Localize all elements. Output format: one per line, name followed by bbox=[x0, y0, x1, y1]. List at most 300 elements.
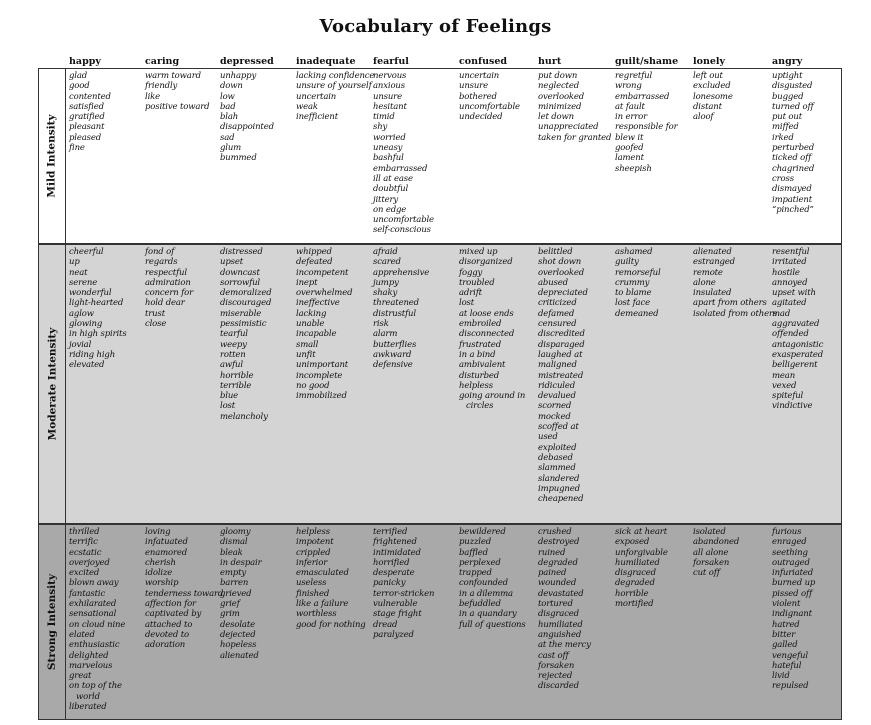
feeling-word: laughed at bbox=[538, 349, 583, 360]
feeling-word: terrific bbox=[69, 537, 98, 548]
feeling-word: infuriated bbox=[772, 568, 814, 579]
feeling-word: threatened bbox=[373, 298, 419, 309]
feeling-word: bummed bbox=[220, 153, 257, 164]
row-label-mild bbox=[39, 69, 66, 243]
feeling-word: nervous bbox=[373, 71, 407, 81]
feeling-word: disorganized bbox=[459, 257, 513, 268]
feeling-word: down bbox=[220, 81, 243, 92]
feeling-word: mistreated bbox=[538, 370, 584, 381]
feeling-word: jittery bbox=[373, 194, 399, 205]
feeling-word: aggravated bbox=[772, 319, 820, 330]
feeling-word: unfit bbox=[296, 349, 316, 360]
feeling-word: taken for granted bbox=[538, 132, 612, 143]
feeling-word: bashful bbox=[373, 153, 404, 164]
feeling-word: vindictive bbox=[772, 401, 813, 412]
feeling-list bbox=[459, 527, 526, 630]
feeling-word: insulated bbox=[693, 288, 732, 299]
feeling-word: horrible bbox=[220, 370, 254, 381]
feeling-list bbox=[693, 247, 777, 319]
feeling-word: weepy bbox=[220, 339, 247, 350]
feeling-word: terror-stricken bbox=[373, 588, 435, 599]
feeling-list bbox=[69, 247, 127, 371]
column-header-1: caring bbox=[145, 56, 180, 67]
feeling-word: befuddled bbox=[459, 599, 501, 610]
feeling-word: troubled bbox=[459, 277, 495, 288]
feeling-word: regretful bbox=[615, 71, 653, 81]
feeling-word: disappointed bbox=[220, 122, 274, 133]
feeling-word: dread bbox=[373, 619, 398, 630]
feeling-word: offended bbox=[772, 329, 809, 340]
feeling-word: anguished bbox=[538, 629, 582, 640]
feeling-word: abandoned bbox=[693, 537, 740, 548]
feeling-word: on edge bbox=[373, 204, 407, 215]
feeling-word: discouraged bbox=[220, 298, 272, 309]
feeling-word: scoffed at bbox=[538, 422, 579, 433]
feeling-word: bewildered bbox=[459, 527, 506, 537]
feeling-word: dejected bbox=[220, 629, 256, 640]
column-headers bbox=[0, 56, 871, 68]
feeling-word: lost face bbox=[615, 298, 650, 309]
cell-caring bbox=[145, 527, 223, 651]
cell-inadequate bbox=[296, 71, 374, 122]
feeling-word: in a bind bbox=[459, 349, 496, 360]
feeling-word: great bbox=[69, 671, 92, 682]
feeling-word: uptight bbox=[772, 71, 803, 81]
cell-happy bbox=[69, 527, 125, 712]
feeling-word: in a quandary bbox=[459, 609, 517, 620]
feeling-word: demeaned bbox=[615, 308, 659, 319]
feeling-word: low bbox=[220, 91, 235, 102]
feeling-word: crushed bbox=[538, 527, 572, 537]
feeling-word: aglow bbox=[69, 308, 94, 319]
feeling-list bbox=[373, 247, 429, 371]
feeling-word: marvelous bbox=[69, 660, 113, 671]
column-header-8: lonely bbox=[693, 56, 726, 67]
feeling-word: circles bbox=[466, 401, 494, 412]
feeling-word: impugned bbox=[538, 483, 580, 494]
feeling-word: exhilarated bbox=[69, 599, 117, 610]
feeling-word: unimportant bbox=[296, 360, 349, 371]
feeling-word: wounded bbox=[538, 578, 577, 589]
column-header-0: happy bbox=[69, 56, 101, 67]
feeling-word: shaky bbox=[373, 288, 398, 299]
feeling-word: discarded bbox=[538, 681, 579, 692]
cell-guilt-shame bbox=[615, 247, 661, 319]
feeling-word: seething bbox=[772, 547, 808, 558]
feeling-word: humiliated bbox=[538, 619, 583, 630]
feeling-word: empty bbox=[220, 568, 246, 579]
feeling-word: uncomfortable bbox=[373, 215, 434, 226]
feeling-word: belligerent bbox=[772, 360, 818, 371]
feeling-word: devoted to bbox=[145, 629, 190, 640]
feeling-word: perturbed bbox=[772, 143, 815, 154]
feeling-word: let down bbox=[538, 112, 574, 123]
feeling-word: panicky bbox=[373, 578, 406, 589]
feeling-word: disparaged bbox=[538, 339, 585, 350]
feeling-word: cherish bbox=[145, 557, 176, 568]
feeling-word: put down bbox=[538, 71, 578, 81]
cell-inadequate bbox=[296, 527, 366, 630]
feeling-word: devalued bbox=[538, 391, 576, 402]
feeling-word: unforgivable bbox=[615, 547, 668, 558]
feeling-word: good bbox=[69, 81, 90, 92]
feeling-word: disgraced bbox=[615, 568, 656, 579]
feeling-word: contented bbox=[69, 91, 111, 102]
feeling-word: rejected bbox=[538, 671, 573, 682]
column-header-2: depressed bbox=[220, 56, 274, 67]
feeling-word: horrible bbox=[615, 588, 649, 599]
feeling-word: paralyzed bbox=[373, 629, 414, 640]
feeling-list bbox=[69, 71, 111, 153]
feeling-list bbox=[538, 527, 591, 692]
feeling-word: worthless bbox=[296, 609, 337, 620]
feeling-word: fantastic bbox=[69, 588, 106, 599]
feeling-word: warm toward bbox=[145, 71, 201, 81]
feeling-word: belittled bbox=[538, 247, 573, 257]
feeling-word: emasculated bbox=[296, 568, 349, 579]
feeling-word: slammed bbox=[538, 463, 576, 474]
feeling-word: affection for bbox=[145, 599, 196, 610]
feeling-word: neat bbox=[69, 267, 88, 278]
feeling-word: tenderness toward bbox=[145, 588, 224, 599]
feeling-word: sad bbox=[220, 132, 235, 143]
feeling-word: unsure bbox=[459, 81, 488, 92]
strong-intensity-row bbox=[38, 524, 842, 720]
feeling-word: exasperated bbox=[772, 349, 824, 360]
feeling-word: on cloud nine bbox=[69, 619, 126, 630]
feeling-word: overlooked bbox=[538, 267, 585, 278]
feeling-list bbox=[145, 71, 209, 112]
feeling-word: impatient bbox=[772, 194, 812, 205]
cell-guilt-shame bbox=[615, 71, 678, 174]
feeling-word: scared bbox=[373, 257, 401, 268]
feeling-word: bothered bbox=[459, 91, 497, 102]
feeling-word: apprehensive bbox=[373, 267, 430, 278]
feeling-word: demoralized bbox=[220, 288, 272, 299]
feeling-word: sensational bbox=[69, 609, 117, 620]
feeling-word: disgusted bbox=[772, 81, 813, 92]
feeling-word: agitated bbox=[772, 298, 807, 309]
column-header-7: guilt/shame bbox=[615, 56, 679, 67]
feeling-word: distressed bbox=[220, 247, 263, 257]
feeling-word: slandered bbox=[538, 473, 580, 484]
feeling-word: guilty bbox=[615, 257, 639, 268]
feeling-word: forsaken bbox=[538, 660, 575, 671]
feeling-word: world bbox=[76, 691, 100, 702]
feeling-word: pessimistic bbox=[220, 319, 267, 330]
feeling-word: fond of bbox=[145, 247, 175, 257]
feeling-word: goofed bbox=[615, 143, 644, 154]
cell-happy bbox=[69, 247, 127, 371]
feeling-list bbox=[373, 71, 434, 236]
feeling-word: lonesome bbox=[693, 91, 733, 102]
feeling-word: criticized bbox=[538, 298, 577, 309]
feeling-word: regards bbox=[145, 257, 178, 268]
feeling-word: hatred bbox=[772, 619, 800, 630]
feeling-word: destroyed bbox=[538, 537, 580, 548]
feeling-word: wrong bbox=[615, 81, 642, 92]
feeling-list bbox=[459, 71, 520, 122]
feeling-word: disturbed bbox=[459, 370, 500, 381]
feeling-word: lost bbox=[220, 401, 236, 412]
feeling-word: enamored bbox=[145, 547, 188, 558]
feeling-word: uncertain bbox=[296, 91, 337, 102]
feeling-word: grieved bbox=[220, 588, 252, 599]
cell-hurt bbox=[538, 71, 611, 143]
feeling-word: lost bbox=[459, 298, 475, 309]
feeling-word: frightened bbox=[373, 537, 417, 548]
feeling-word: positive toward bbox=[145, 101, 210, 112]
feeling-word: ineffective bbox=[296, 298, 340, 309]
feeling-word: crummy bbox=[615, 277, 650, 288]
feeling-word: defensive bbox=[373, 360, 413, 371]
feeling-word: upset bbox=[220, 257, 243, 268]
feeling-word: weak bbox=[296, 101, 318, 112]
feeling-word: at fault bbox=[615, 101, 645, 112]
feeling-word: respectful bbox=[145, 267, 187, 278]
feeling-word: put out bbox=[772, 112, 802, 123]
feeling-word: irked bbox=[772, 132, 794, 143]
feeling-word: outraged bbox=[772, 557, 810, 568]
feeling-word: uncertain bbox=[459, 71, 500, 81]
feeling-word: sorrowful bbox=[220, 277, 260, 288]
feeling-word: desolate bbox=[220, 619, 255, 630]
feeling-word: ridiculed bbox=[538, 380, 576, 391]
feeling-word: dismal bbox=[220, 537, 248, 548]
feeling-word: up bbox=[69, 257, 80, 268]
feeling-word: undecided bbox=[459, 112, 503, 123]
feeling-word: cast off bbox=[538, 650, 569, 661]
feeling-word: doubtful bbox=[373, 184, 409, 195]
feeling-word: lacking bbox=[296, 308, 327, 319]
feeling-word: cheapened bbox=[538, 494, 584, 505]
feeling-word: disgraced bbox=[538, 609, 579, 620]
feeling-word: cross bbox=[772, 173, 794, 184]
feeling-word: jumpy bbox=[373, 277, 399, 288]
feeling-word: overjoyed bbox=[69, 557, 110, 568]
feeling-list bbox=[296, 247, 352, 401]
feeling-word: ruined bbox=[538, 547, 566, 558]
feeling-word: pained bbox=[538, 568, 567, 579]
page-title: Vocabulary of Feelings bbox=[319, 16, 552, 37]
feeling-word: repulsed bbox=[772, 681, 809, 692]
feeling-word: glum bbox=[220, 143, 242, 154]
feeling-word: gloomy bbox=[220, 527, 251, 537]
cell-angry bbox=[772, 527, 815, 692]
feeling-word: forsaken bbox=[693, 557, 730, 568]
row-label-text: Moderate Intensity bbox=[46, 327, 59, 441]
feeling-word: cheerful bbox=[69, 247, 104, 257]
cell-hurt bbox=[538, 527, 591, 692]
feeling-word: mixed up bbox=[459, 247, 498, 257]
feeling-word: afraid bbox=[373, 247, 398, 257]
feeling-word: at loose ends bbox=[459, 308, 514, 319]
feeling-word: defeated bbox=[296, 257, 333, 268]
feeling-word: furious bbox=[772, 527, 802, 537]
feeling-word: timid bbox=[373, 112, 395, 123]
feeling-word: vexed bbox=[772, 380, 797, 391]
feeling-list bbox=[373, 527, 434, 640]
feeling-word: friendly bbox=[145, 81, 178, 92]
cell-fearful bbox=[373, 71, 434, 236]
feeling-list bbox=[772, 527, 815, 692]
column-header-4: fearful bbox=[373, 56, 409, 67]
feeling-word: violent bbox=[772, 599, 801, 610]
feeling-list bbox=[615, 247, 661, 319]
feeling-word: delighted bbox=[69, 650, 109, 661]
feeling-word: sick at heart bbox=[615, 527, 667, 537]
feeling-word: hateful bbox=[772, 660, 802, 671]
feeling-word: indignant bbox=[772, 609, 812, 620]
feeling-word: riding high bbox=[69, 349, 116, 360]
column-header-5: confused bbox=[459, 56, 508, 67]
feeling-word: miserable bbox=[220, 308, 262, 319]
feeling-word: alienated bbox=[220, 650, 259, 661]
feeling-word: whipped bbox=[296, 247, 332, 257]
feeling-word: elevated bbox=[69, 360, 105, 371]
cell-lonely bbox=[693, 527, 739, 578]
cell-happy bbox=[69, 71, 111, 153]
feeling-word: light-hearted bbox=[69, 298, 124, 309]
feeling-word: excluded bbox=[693, 81, 731, 92]
feeling-word: to blame bbox=[615, 288, 652, 299]
feeling-word: alarm bbox=[373, 329, 398, 340]
feeling-word: impotent bbox=[296, 537, 334, 548]
feeling-word: neglected bbox=[538, 81, 579, 92]
feeling-word: enthusiastic bbox=[69, 640, 120, 651]
feeling-word: terrified bbox=[373, 527, 408, 537]
feeling-word: cut off bbox=[693, 568, 720, 579]
feeling-word: like a failure bbox=[296, 599, 349, 610]
feeling-word: elated bbox=[69, 629, 95, 640]
feeling-word: vengeful bbox=[772, 650, 808, 661]
feeling-word: exploited bbox=[538, 442, 577, 453]
feeling-list bbox=[296, 71, 374, 122]
feeling-word: blown away bbox=[69, 578, 119, 589]
feeling-list bbox=[772, 71, 814, 215]
feeling-word: liberated bbox=[69, 702, 107, 713]
cell-confused bbox=[459, 247, 525, 412]
feeling-word: irritated bbox=[772, 257, 807, 268]
feeling-word: unsure of yourself bbox=[296, 81, 372, 92]
feeling-word: terrible bbox=[220, 380, 252, 391]
feeling-word: immobilized bbox=[296, 391, 347, 402]
feeling-list bbox=[538, 71, 611, 143]
feeling-list bbox=[220, 247, 272, 422]
feeling-word: blah bbox=[220, 112, 239, 123]
feeling-word: barren bbox=[220, 578, 249, 589]
feeling-word: isolated from others bbox=[693, 308, 778, 319]
feeling-word: pleasant bbox=[69, 122, 105, 133]
feeling-word: melancholy bbox=[220, 411, 268, 422]
feeling-word: puzzled bbox=[459, 537, 492, 548]
feeling-word: mocked bbox=[538, 411, 571, 422]
feeling-word: apart from others bbox=[693, 298, 767, 309]
feeling-word: infatuated bbox=[145, 537, 188, 548]
feeling-word: ecstatic bbox=[69, 547, 102, 558]
feeling-list bbox=[538, 247, 588, 504]
feeling-word: defamed bbox=[538, 308, 575, 319]
feeling-word: perplexed bbox=[459, 557, 501, 568]
feeling-word: antagonistic bbox=[772, 339, 824, 350]
feeling-list bbox=[615, 527, 668, 609]
cell-caring bbox=[145, 247, 193, 329]
feeling-word: crippled bbox=[296, 547, 331, 558]
feeling-word: incomplete bbox=[296, 370, 343, 381]
feeling-word: hopeless bbox=[220, 640, 257, 651]
cell-caring bbox=[145, 71, 209, 112]
feeling-word: uncomfortable bbox=[459, 101, 520, 112]
feeling-word: small bbox=[296, 339, 319, 350]
feeling-word: shy bbox=[373, 122, 388, 133]
feeling-word: shot down bbox=[538, 257, 582, 268]
feeling-word: mortified bbox=[615, 599, 654, 610]
cell-confused bbox=[459, 527, 526, 630]
feeling-word: trapped bbox=[459, 568, 492, 579]
feeling-word: isolated bbox=[693, 527, 726, 537]
feeling-word: spiteful bbox=[772, 391, 804, 402]
feeling-word: bleak bbox=[220, 547, 243, 558]
feeling-word: used bbox=[538, 432, 558, 443]
row-label-moderate bbox=[39, 245, 66, 523]
feeling-word: thrilled bbox=[69, 527, 100, 537]
feeling-word: resentful bbox=[772, 247, 810, 257]
feeling-word: disconnected bbox=[459, 329, 515, 340]
feeling-word: lament bbox=[615, 153, 644, 164]
feeling-word: aloof bbox=[693, 112, 714, 123]
feeling-word: dismayed bbox=[772, 184, 812, 195]
feeling-word: hesitant bbox=[373, 101, 407, 112]
feeling-word: blew it bbox=[615, 132, 644, 143]
feeling-word: overlooked bbox=[538, 91, 585, 102]
feeling-word: chagrined bbox=[772, 163, 815, 174]
feeling-word: finished bbox=[296, 588, 330, 599]
feeling-word: debased bbox=[538, 452, 573, 463]
feeling-word: maligned bbox=[538, 360, 577, 371]
feeling-word: helpless bbox=[459, 380, 493, 391]
feeling-word: worship bbox=[145, 578, 179, 589]
feeling-word: rotten bbox=[220, 349, 246, 360]
feeling-word: incompetent bbox=[296, 267, 349, 278]
feeling-word: adrift bbox=[459, 288, 482, 299]
feeling-word: wonderful bbox=[69, 288, 112, 299]
cell-depressed bbox=[220, 247, 272, 422]
feeling-word: inferior bbox=[296, 557, 328, 568]
feeling-word: ambivalent bbox=[459, 360, 506, 371]
feeling-word: miffed bbox=[772, 122, 799, 133]
feeling-word: useless bbox=[296, 578, 327, 589]
feeling-word: worried bbox=[373, 132, 406, 143]
feeling-word: anxious bbox=[373, 81, 405, 92]
feeling-word: mean bbox=[772, 370, 796, 381]
feeling-word: self-conscious bbox=[373, 225, 431, 236]
feeling-word: like bbox=[145, 91, 161, 102]
cell-hurt bbox=[538, 247, 588, 504]
feeling-list bbox=[615, 71, 678, 174]
cell-fearful bbox=[373, 247, 429, 371]
cell-depressed bbox=[220, 527, 262, 661]
feeling-word: remote bbox=[693, 267, 723, 278]
feeling-list bbox=[693, 527, 739, 578]
feeling-word: distrustful bbox=[373, 308, 416, 319]
feeling-word: jovial bbox=[69, 339, 92, 350]
feeling-word: distant bbox=[693, 101, 722, 112]
cell-lonely bbox=[693, 71, 733, 122]
feeling-list bbox=[220, 527, 262, 661]
feeling-word: confounded bbox=[459, 578, 508, 589]
feeling-word: awkward bbox=[373, 349, 412, 360]
feeling-word: adoration bbox=[145, 640, 186, 651]
